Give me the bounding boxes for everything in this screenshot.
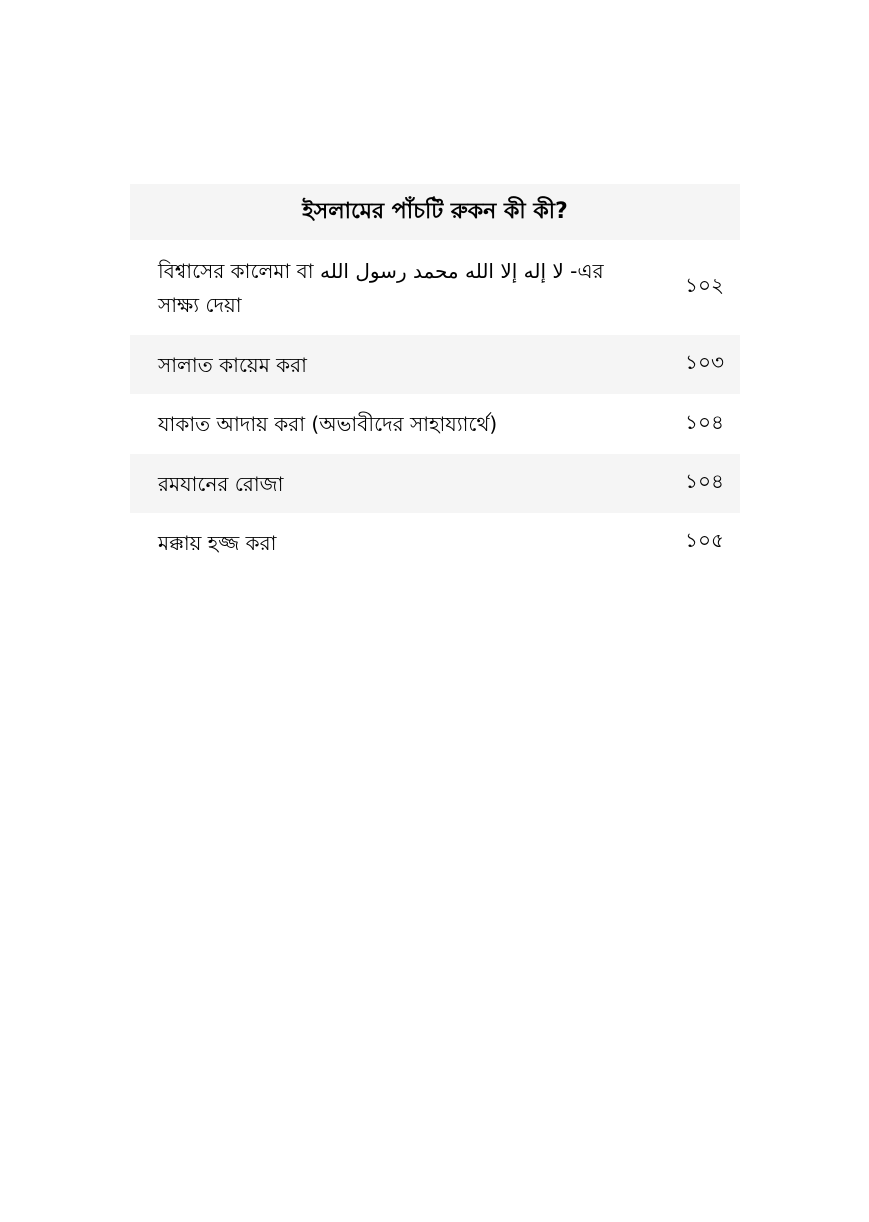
table-row: [130, 454, 740, 513]
table-row: [130, 335, 740, 394]
row-page-number: ১০৪: [685, 409, 724, 434]
row-title: সালাত কায়েম করা: [158, 352, 307, 377]
row-title: যাকাত আদায় করা (অভাবীদের সাহায্যার্থে): [158, 412, 498, 436]
table-row: [130, 513, 740, 572]
row-page-number: ১০২: [685, 273, 724, 297]
row-title: বিশ্বাসের কালেমা বা لا إله إلا الله محمد رسول الله -এর সাক্ষ্য দেয়া: [158, 258, 604, 317]
toc-table: [130, 184, 740, 572]
row-title: মক্কায় হজ্জ করা: [158, 530, 277, 555]
table-row: [130, 394, 740, 454]
table-header: ইসলামের পাঁচটি রুকন কী কী?: [130, 184, 740, 240]
row-page-number: ১০৩: [685, 350, 724, 374]
row-page-number: ১০৪: [685, 469, 724, 493]
row-page-number: ১০৫: [685, 528, 724, 552]
row-title: রমযানের রোজা: [158, 471, 284, 496]
table-row: [130, 240, 740, 335]
